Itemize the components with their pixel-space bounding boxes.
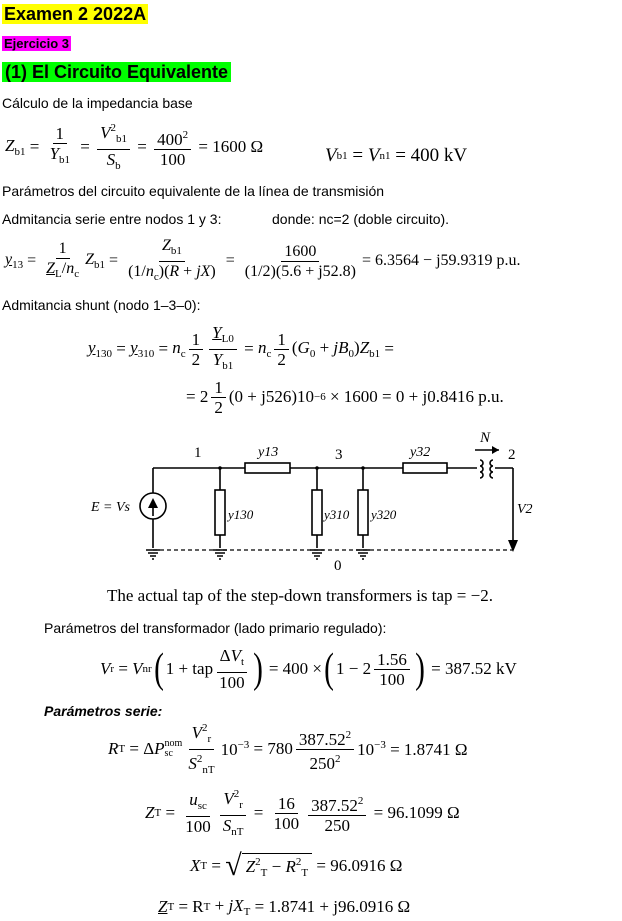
tap-caption: The actual tap of the step-down transformers is tap = −2. <box>107 586 493 605</box>
section-heading <box>2 61 231 83</box>
v2-label: V2 <box>517 502 533 517</box>
base-impedance-label: Cálculo de la impedancia base <box>2 95 193 111</box>
y32-label: y32 <box>410 445 431 460</box>
n-label: N <box>480 430 491 446</box>
y130-equation-line2: = 2 $\frac{1}{2}$ (0 + j526)10 −6 × 1600 = 0 + j0.8416 p.u. <box>186 377 504 417</box>
node-3-label: 3 <box>335 447 343 463</box>
y130-label: y130 <box>228 507 254 522</box>
y130-equation-line1: $y_{130}$ = $y_{310}$ = $n_c$ $\frac{1}{2}$ $\frac{Y_{L0}}{Y_{b1}}$ = $n_c$ $\frac{1}{2}$ $(G_0 + jB_0)Z_{b1}$ = <box>88 322 394 372</box>
zb1-equation: $Z_{b1}$ = $\frac{1}{Y_{b1}}$ = $\frac{V^2_{b1}}{S_b}$ = $\frac{400^2}{100}$ = 1600 Ω <box>5 118 263 176</box>
source-label: E = Vs <box>91 500 130 515</box>
series-admittance-note: donde: nc=2 (doble circuito). <box>272 211 450 227</box>
node-1-label: 1 <box>194 445 202 461</box>
line-params-label: Parámetros del circuito equivalente de la línea de transmisión <box>2 183 385 199</box>
y320-label: y320 <box>371 507 397 522</box>
y13-label: y13 <box>258 445 279 460</box>
node-0-label: 0 <box>334 558 342 574</box>
series-admittance-label: Admitancia serie entre nodos 1 y 3: <box>2 211 222 227</box>
title-text: Examen 2 2022A <box>4 4 147 24</box>
shunt-admittance-label: Admitancia shunt (nodo 1–3–0): <box>2 297 201 313</box>
y13-equation: $y_{13}$ = $\frac{1}{Z_L/n_c}$ $Z_{b1}$ = $\frac{Z_{b1}}{(1/n_c)(R + jX)}$ = $\frac{1600}{(1/2)(5.6 + j52.8)}$ = 6.3564 − j59.9319 p.u. <box>5 236 521 283</box>
vr-equation: V r = V nr ( 1 + tap $\frac{\Delta V_t}{100}$ ) = 400 × ( 1 − 2 $\frac{1.56}{100}$ ) = 387.52 kV <box>100 646 517 692</box>
y310-label: y310 <box>324 507 350 522</box>
exercise-label <box>2 35 71 53</box>
series-params-label: Parámetros serie: <box>44 703 163 719</box>
xt-equation: X T = √ $Z^2_T - R^2_T$ = 96.0916 Ω <box>190 849 403 882</box>
circuit-diagram <box>85 428 535 578</box>
vb1-equation: V b1 = V n1 = 400 kV <box>325 145 468 166</box>
node-2-label: 2 <box>508 447 516 463</box>
exercise-text: Ejercicio 3 <box>4 36 70 51</box>
zt-complex-equation: Z T = R T + $jX_T$ = 1.8741 + j96.0916 Ω <box>158 896 411 918</box>
section-text: (1) El Circuito Equivalente <box>2 62 231 82</box>
zt-equation: Z T = $\frac{u_{sc}}{100}$ $\frac{V^2_r}{S_{nT}}$ = $\frac{16}{100}$ $\frac{387.52^2}{250}$ = 96.1099 Ω <box>145 786 460 840</box>
transformer-params-label: Parámetros del transformador (lado primario regulado): <box>44 620 387 636</box>
rt-equation: R T = ΔP nom sc $\frac{V^2_r}{S^2_{nT}}$ $10^{-3}$ = 780 $\frac{387.52^2}{250^2}$ $10^{-3} = 1.8741$ Ω <box>108 721 468 777</box>
page-title <box>2 3 148 25</box>
